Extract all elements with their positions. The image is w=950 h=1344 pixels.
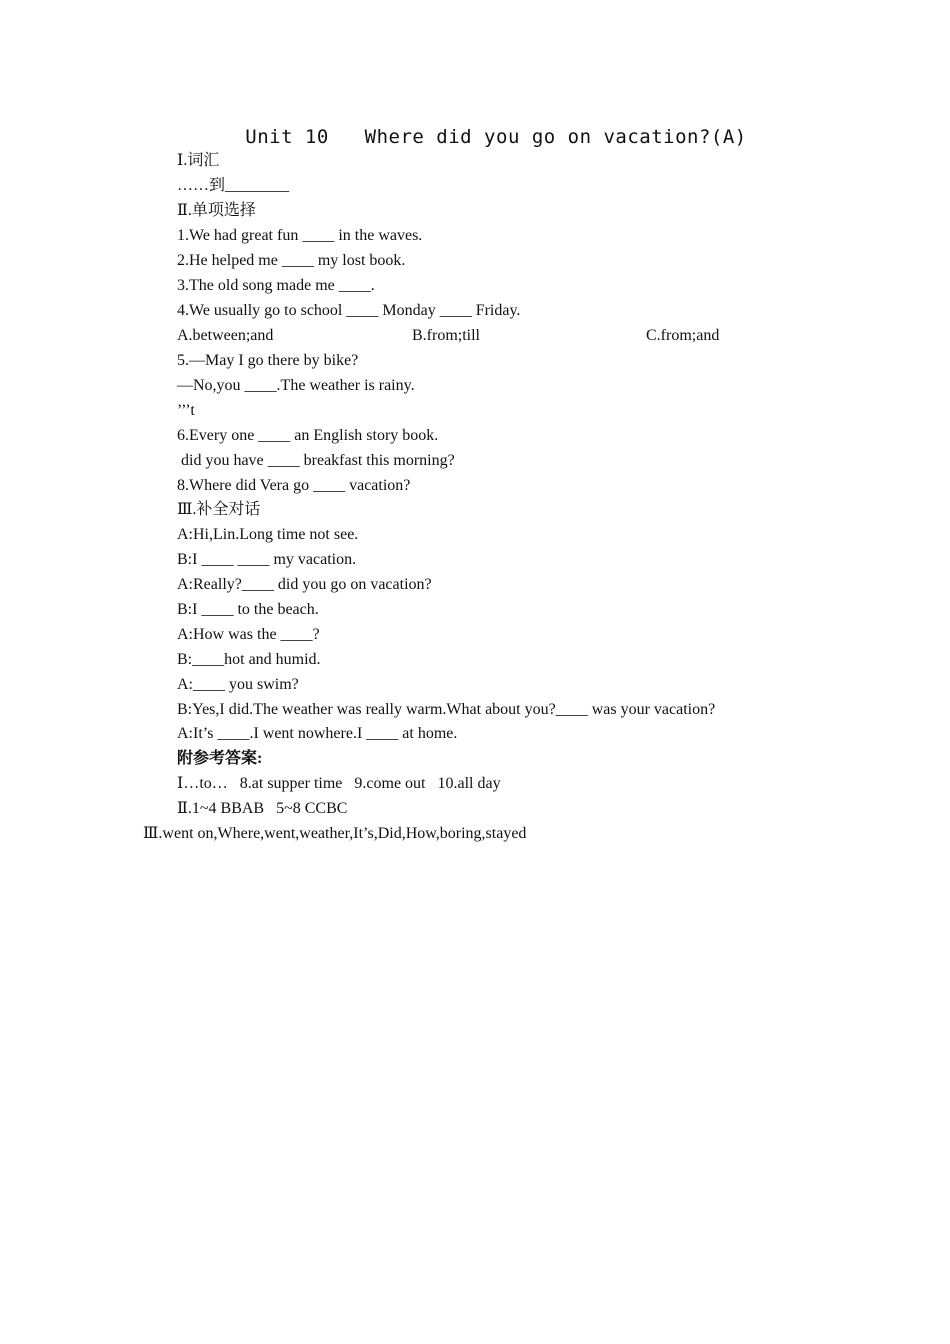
dialogue-line: A:It’s ____.I went nowhere.I ____ at home. bbox=[177, 725, 458, 742]
question-5-line-1: 5.—May I go there by bike? bbox=[177, 352, 359, 369]
question-1: 1.We had great fun ____ in the waves. bbox=[177, 227, 423, 244]
dialogue-line: A:How was the ____? bbox=[177, 626, 320, 643]
question-4-option-a: A.between;and bbox=[177, 327, 274, 344]
question-7: did you have ____ breakfast this morning? bbox=[177, 452, 455, 469]
vocab-item: ……到________ bbox=[177, 177, 290, 194]
question-3: 3.The old song made me ____. bbox=[177, 277, 375, 294]
question-4-option-c: C.from;and bbox=[646, 327, 720, 344]
dialogue-line: A:____ you swim? bbox=[177, 676, 299, 693]
dialogue-line: A:Hi,Lin.Long time not see. bbox=[177, 526, 359, 543]
answers-heading: 附参考答案: bbox=[177, 750, 263, 767]
dialogue-line: B:Yes,I did.The weather was really warm.What about you?____ was your vacation? bbox=[177, 701, 716, 718]
question-4: 4.We usually go to school ____ Monday ____ Friday. bbox=[177, 302, 521, 319]
answer-section-3: Ⅲ.went on,Where,went,weather,It’s,Did,How,boring,stayed bbox=[143, 825, 527, 842]
question-5-line-2: —No,you ____.The weather is rainy. bbox=[177, 377, 415, 394]
dialogue-line: A:Really?____ did you go on vacation? bbox=[177, 576, 432, 593]
dialogue-line: B:I ____ ____ my vacation. bbox=[177, 551, 357, 568]
answer-section-2: Ⅱ.1~4 BBAB 5~8 CCBC bbox=[177, 800, 348, 817]
section1-heading: Ⅰ.词汇 bbox=[177, 152, 220, 169]
question-8: 8.Where did Vera go ____ vacation? bbox=[177, 477, 411, 494]
question-2: 2.He helped me ____ my lost book. bbox=[177, 252, 406, 269]
question-6: 6.Every one ____ an English story book. bbox=[177, 427, 439, 444]
dialogue-line: B:____hot and humid. bbox=[177, 651, 321, 668]
section2-heading: Ⅱ.单项选择 bbox=[177, 202, 256, 219]
page-title: Unit 10 Where did you go on vacation?(A) bbox=[245, 126, 747, 148]
question-4-option-b: B.from;till bbox=[412, 327, 480, 344]
section3-heading: Ⅲ.补全对话 bbox=[177, 501, 261, 518]
answer-section-1: Ⅰ…to… 8.at supper time 9.come out 10.all day bbox=[177, 775, 501, 792]
dialogue-line: B:I ____ to the beach. bbox=[177, 601, 319, 618]
question-5-line-3: ’’’t bbox=[177, 402, 195, 419]
